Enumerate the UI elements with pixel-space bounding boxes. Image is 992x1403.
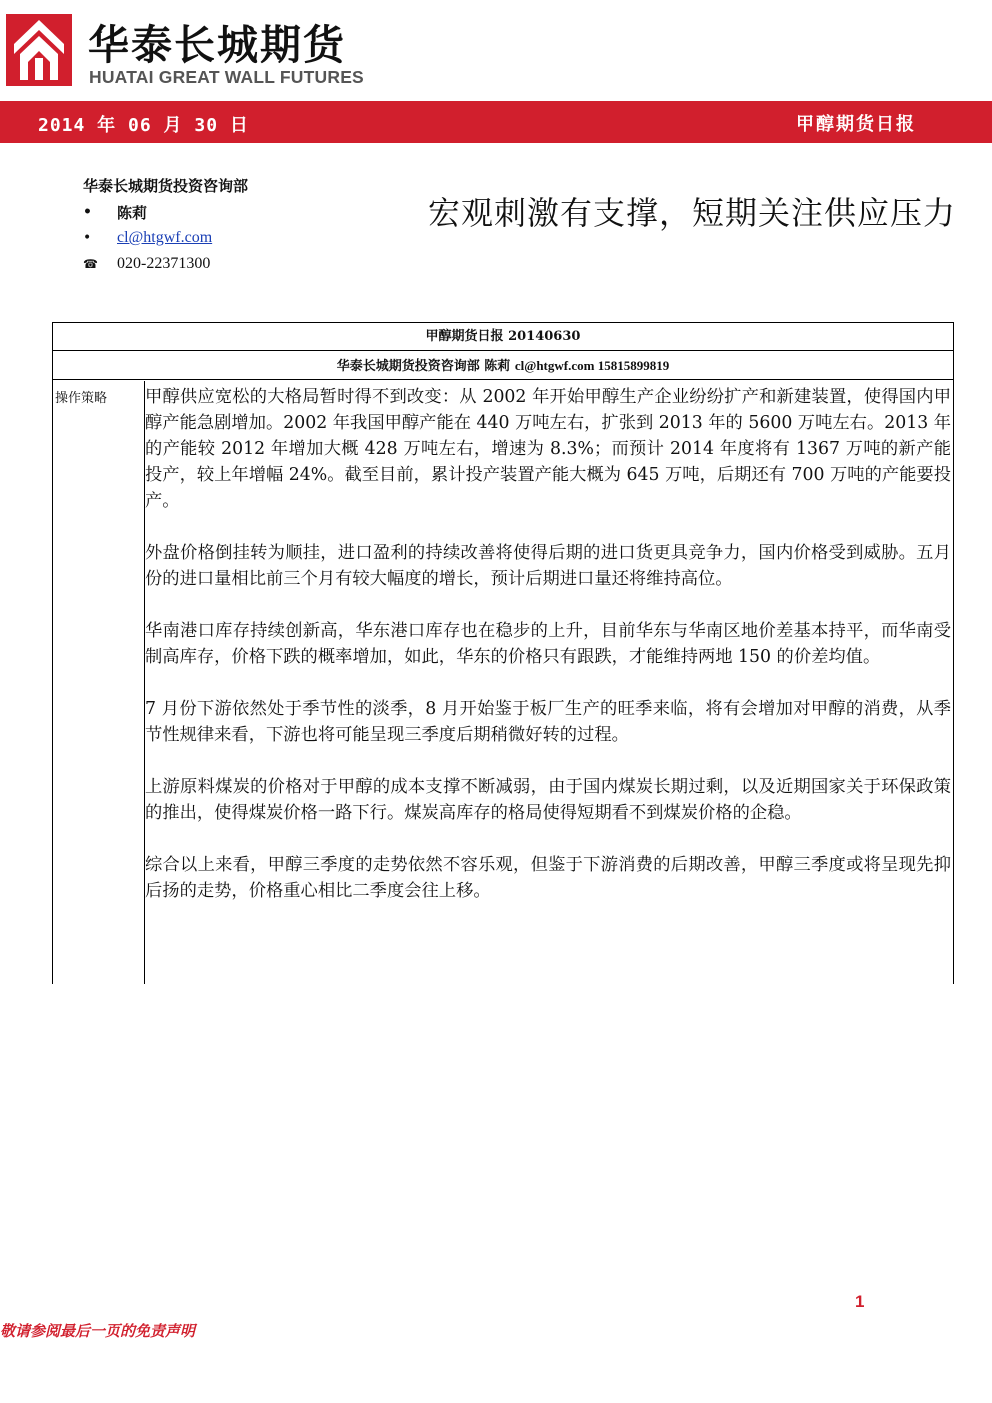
brand-name-en: HUATAI GREAT WALL FUTURES (89, 67, 364, 87)
report-type: 甲醇期货日报 (796, 114, 916, 135)
report-info-contact: cl@htgwf.com 15815899819 (514, 358, 670, 373)
analyst-email-link[interactable]: cl@htgwf.com (117, 229, 213, 246)
disclaimer-note: 敬请参阅最后一页的免责声明 (0, 1322, 196, 1340)
phone-icon: ☎ (83, 256, 98, 271)
report-info-cn: 华泰长城期货投资咨询部 陈莉 (336, 359, 511, 374)
paragraph-downstream: 7 月份下游依然处于季节性的淡季，8 月开始鉴于板厂生产的旺季来临，将有会增加对甲醇的消费，从季节性规律来看，下游也将可能呈现三季度后期稍微好转的过程。 (145, 699, 951, 745)
header-band (0, 101, 992, 143)
analyst-name: 陈莉 (117, 203, 148, 222)
analyst-phone: 020-22371300 (117, 255, 211, 272)
paragraph-summary: 综合以上来看，甲醇三季度的走势依然不容乐观，但鉴于下游消费的后期改善，甲醇三季度或将呈现先抑后扬的走势，价格重心相比二季度会往上移。 (145, 855, 951, 901)
section-label: 操作策略 (55, 391, 108, 406)
page-number: 1 (855, 1292, 865, 1311)
paragraph-inventory: 华南港口库存持续创新高，华东港口库存也在稳步的上升，目前华东与华南区地价差基本持平，而华南受制高库存，价格下跌的概率增加，如此，华东的价格只有跟跌，才能维持两地 150 的价差均值。 (145, 621, 951, 667)
bullet-icon: • (83, 204, 92, 220)
paragraph-supply: 甲醇供应宽松的大格局暂时得不到改变：从 2002 年开始甲醇生产企业纷纷扩产和新建装置，使得国内甲醇产能急剧增加。2002 年我国甲醇产能在 440 万吨左右，扩张到 2013 年的 5600 万吨左右。2013 年的产能较 2012 年增加大概 428 万吨左右，增速为 8.3%；而预计 2014 年度将有 1367 万吨的新产能投产，较上年增幅 24%。截至目前，累计投产装置产能大概为 645 万吨，后期还有 700 万吨的产能要投产。 (145, 387, 951, 511)
section-content-cell (145, 381, 951, 984)
report-table (52, 322, 954, 984)
department-name: 华泰长城期货投资咨询部 (83, 177, 249, 195)
report-title-row: 甲醇期货日报 20140630 (53, 323, 953, 351)
report-date: 2014 年 06 月 30 日 (38, 115, 249, 136)
bullet-icon: • (83, 230, 92, 246)
paragraph-coal: 上游原料煤炭的价格对于甲醇的成本支撑不断减弱，由于国内煤炭长期过剩，以及近期国家关于环保政策的推出，使得煤炭价格一路下行。煤炭高库存的格局使得短期看不到煤炭价格的企稳。 (145, 777, 951, 823)
analyst-email-row (83, 227, 212, 249)
report-headline: 宏观刺激有支撑，短期关注供应压力 (427, 194, 956, 232)
paragraph-import: 外盘价格倒挂转为顺挂，进口盈利的持续改善将使得后期的进口货更具竞争力，国内价格受到威胁。五月份的进口量相比前三个月有较大幅度的增长，预计后期进口量还将维持高位。 (145, 543, 951, 589)
report-info-row (53, 352, 953, 380)
analyst-name-row (83, 201, 147, 223)
company-logo-icon (6, 14, 72, 86)
section-label-cell (53, 381, 145, 984)
analyst-phone-row (83, 253, 210, 275)
brand-name-cn: 华泰长城期货 (88, 21, 346, 69)
